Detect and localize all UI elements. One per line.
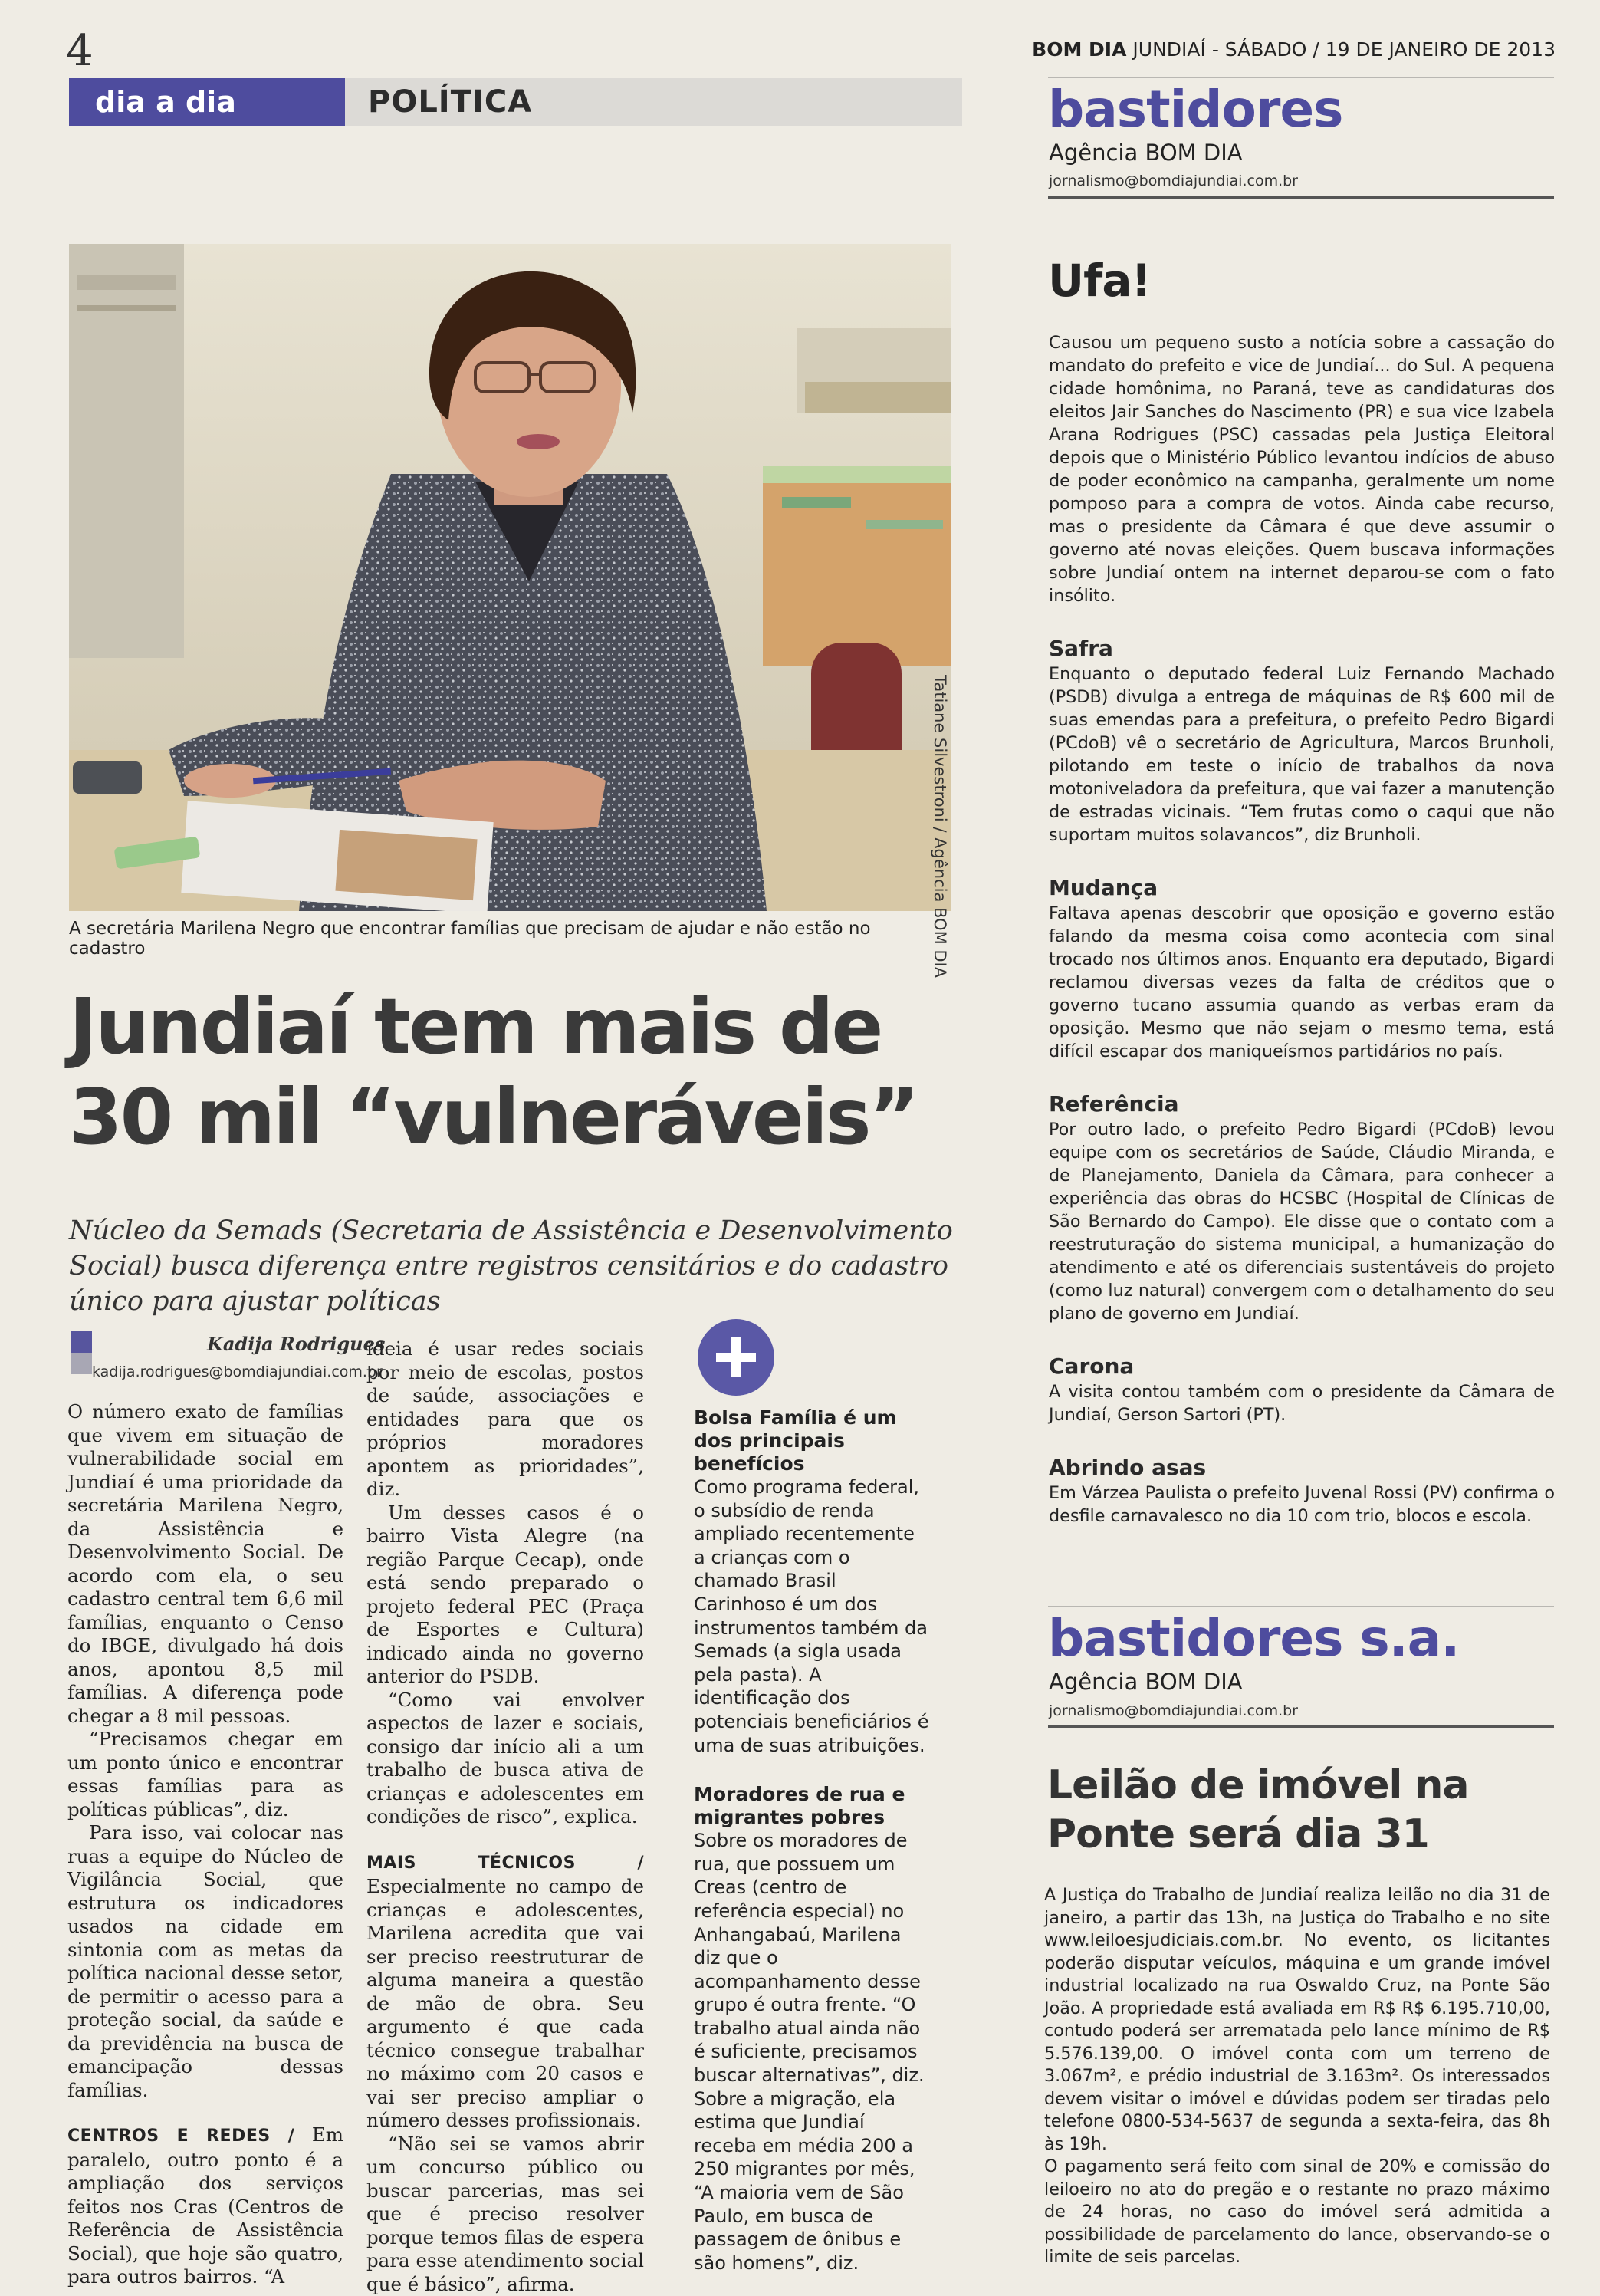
box-paragraph: Sobre os moradores de rua, que possuem um Creas (centro de referência especial) no Anhangabaú, Marilena diz que o acompanhamento desse grupo é outra frente. “O trabalho atual ainda não é suficiente, precisamos buscar alternativas”, diz. Sobre a migração, ela estima que Jundiaí receba em média 200 a 250 migrantes por mês, “A maioria vem de São Paulo, em busca de passagem de ônibus e são homens”, diz.	[694, 1829, 930, 2275]
column-agency: Agência BOM DIA	[1049, 140, 1243, 166]
paragraph	[67, 2123, 343, 2289]
paragraph: O número exato de famílias que vivem em situação de vulnerabilidade social em Jundiaí é uma prioridade da secretária Marilena Negro, da Assistência e Desenvolvimento Social. De acordo com ela, o seu cadastro central tem 6,6 mil famílias, enquanto o Censo do IBGE, divulgado há dois anos, apontou 8,5 mil famílias. A diferença pode chegar a 8 mil pessoas.	[67, 1400, 343, 1728]
paper-name: BOM DIA	[1032, 38, 1126, 61]
paragraph: “Precisamos chegar em um ponto único e encontrar essas famílias para as políticas públicas”, diz.	[67, 1728, 343, 1821]
article-headline	[69, 982, 974, 1163]
bastidores-notes	[1049, 331, 1555, 1555]
note-title: Safra	[1049, 635, 1555, 663]
article-photo	[69, 244, 951, 911]
subsection-label: CENTROS E REDES /	[67, 2127, 294, 2146]
column-email: jornalismo@bomdiajundiai.com.br	[1049, 1702, 1298, 1719]
sa-headline: Leilão de imóvel na Ponte será dia 31	[1047, 1761, 1553, 1859]
section-name: POLÍTICA	[368, 78, 532, 126]
article-column-1	[67, 1400, 343, 2289]
note-text: Em Várzea Paulista o prefeito Juvenal Rossi (PV) confirma o desfile carnavalesco no dia 10 com trio, blocos e escola.	[1049, 1482, 1555, 1528]
divider	[1048, 77, 1554, 78]
paragraph-text: Em paralelo, outro ponto é a ampliação dos serviços feitos nos Cras (Centros de Referência de Assistência Social), que hoje são quatro, para outros bairros. “A	[67, 2123, 343, 2288]
info-box	[694, 1406, 930, 2275]
section-tag: dia a dia	[69, 78, 345, 126]
note-text: Faltava apenas descobrir que oposição e governo estão falando da mesma coisa como acontecia com sinal trocado nos últimos anos. Enquanto era deputado, Bigardi reclamou diversas vezes da falta de créditos que o governo tucano assumia quando as verbas eram da oposição. Mesmo que não sejam o mesmo tema, está difícil escapar dos maniqueísmos partidários no país.	[1049, 902, 1555, 1063]
note-text: Enquanto o deputado federal Luiz Fernando Machado (PSDB) divulga a entrega de máquinas de R$ 600 mil de suas emendas para a prefeitura, o prefeito Pedro Bigardi (PCdoB) vê o secretário de Agricultura, Marcos Brunholi, pilotando em teste o início de trabalhos da nova motoniveladora da prefeitura, que vai fazer a manutenção de estradas vicinais. “Tem frutas como o caqui que não suportam muitos solavancos”, diz Brunholi.	[1049, 663, 1555, 847]
page-number: 4	[66, 26, 94, 76]
subsection-label: MAIS TÉCNICOS /	[366, 1854, 644, 1873]
column-title: bastidores s.a.	[1048, 1609, 1459, 1668]
paragraph-text: Especialmente no campo de crianças e adolescentes, Marilena acredita que vai ser preciso reestruturar de alguma maneira a questão de mão de obra. Seu argumento é que cada técnico consegue trabalhar no máximo com 20 casos e vai ser preciso ampliar o número desses profissionais.	[366, 1875, 644, 2131]
note-text: A visita contou também com o presidente da Câmara de Jundiaí, Gerson Sartori (PT).	[1049, 1380, 1555, 1426]
box-heading: Bolsa Família é um dos principais benefícios	[694, 1406, 930, 1475]
divider	[1048, 1725, 1554, 1728]
sa-paragraph: A Justiça do Trabalho de Jundiaí realiza leilão no dia 31 de janeiro, a partir das 13h, na Justiça do Trabalho e no site www.leiloesjudiciais.com.br. No evento, os licitantes poderão disputar veículos, máquina e um grande imóvel industrial localizado na rua Oswaldo Cruz, na Ponte São João. A propriedade está avaliada em R$ R$ 6.195.710,00, contudo poderá ser arrematada pelo lance mínimo de R$ 5.576.139,00. O imóvel conta com um terreno de 3.067m², e prédio industrial de 3.163m². Os interessados devem visitar o imóvel e dúvidas podem ser tiradas pelo telefone 0800-534-5637 de segunda a sexta-feira, das 8h às 19h.	[1044, 1884, 1550, 2156]
lead-note-title: Ufa!	[1048, 255, 1151, 307]
box-heading: Moradores de rua e migrantes pobres	[694, 1783, 930, 1829]
author-mark	[71, 1331, 92, 1374]
note-title: Abrindo asas	[1049, 1454, 1555, 1482]
column-title: bastidores	[1048, 80, 1342, 139]
headline-line-1: Jundiaí tem mais de	[69, 982, 974, 1072]
photo-caption: A secretária Marilena Negro que encontrar famílias que precisam de ajudar e não estão no cadastro	[69, 919, 951, 959]
author-name: Kadija Rodrigues	[207, 1333, 385, 1355]
paragraph: ideia é usar redes sociais por meio de escolas, postos de saúde, associações e entidades para que os próprios moradores apontem as prioridades”, diz.	[366, 1337, 644, 1502]
box-paragraph: Como programa federal, o subsídio de renda ampliado recentemente a crianças com o chamado Brasil Carinhoso é um dos instrumentos também da Semads (a sigla usada pela pasta). A identificação dos potenciais beneficiários é uma de suas atribuições.	[694, 1475, 930, 1757]
divider	[1048, 196, 1554, 199]
photo-illustration	[69, 244, 951, 911]
masthead	[1032, 38, 1556, 61]
paragraph: Para isso, vai colocar nas ruas a equipe do Núcleo de Vigilância Social, que estrutura os indicadores usados na cidade em sintonia com as metas da política nacional desse setor, de permitir o acesso para a proteção social, da saúde e da previdência na busca de emancipação dessas famílias.	[67, 1821, 343, 2102]
author-email: kadija.rodrigues@bomdiajundiai.com.br	[92, 1363, 383, 1380]
lead-note-text: Causou um pequeno susto a notícia sobre a cassação do mandato do prefeito e vice de Jundiaí... do Sul. A pequena cidade homônima, no Paraná, teve as candidaturas dos eleitos Jair Sanches do Nascimento (PR) e sua vice Izabela Arana Rodrigues (PSC) cassadas pela Justiça Eleitoral depois que o Ministério Público levantou indícios de abuso de poder econômico na campanha, geralmente um nome pomposo para a compra de votos. Ainda cabe recurso, mas o presidente da Câmara é que deve assumir o governo até novas eleições. Quem buscava informações sobre Jundiaí ontem na internet deparou-se com o fato insólito.	[1049, 331, 1555, 607]
sa-body	[1044, 1884, 1550, 2269]
column-agency: Agência BOM DIA	[1049, 1669, 1243, 1695]
article-subhead: Núcleo da Semads (Secretaria de Assistência e Desenvolvimento Social) busca diferença entre registros censitários e do cadastro único para ajustar políticas	[69, 1213, 974, 1319]
note-text: Por outro lado, o prefeito Pedro Bigardi (PCdoB) levou equipe com os secretários de Saúde, Cláudio Miranda, e de Planejamento, Daniela da Câmara, para conhecer a experiência das obras do HCSBC (Hospital de Clínicas de São Bernardo do Campo). Ele disse que o contato com a reestruturação do sistema municipal, a humanização do atendimento e até os diferenciais sustentáveis do projeto (como luz natural) convergem com o detalhamento do seu plano de governo em Jundiaí.	[1049, 1118, 1555, 1325]
photo-credit: Tatiane Silvestroni / Agência BOM DIA	[925, 675, 949, 928]
paragraph: Um desses casos é o bairro Vista Alegre (na região Parque Cecap), onde está sendo preparado o projeto federal PEC (Praça de Esportes e Cultura) indicado ainda no governo anterior do PSDB.	[366, 1502, 644, 1689]
paragraph	[366, 1850, 644, 2133]
paragraph: “Não sei se vamos abrir um concurso público ou buscar parcerias, mas sei que é preciso resolver porque temos filas de espera para esse atendimento social que é básico”, afirma.	[366, 2133, 644, 2296]
article-column-2	[366, 1337, 644, 2296]
note-title: Carona	[1049, 1353, 1555, 1380]
headline-line-2: 30 mil “vulneráveis”	[69, 1072, 974, 1163]
divider	[1048, 1606, 1554, 1607]
column-email: jornalismo@bomdiajundiai.com.br	[1049, 173, 1298, 189]
city-date: JUNDIAÍ - SÁBADO / 19 DE JANEIRO DE 2013	[1132, 38, 1556, 61]
note-title: Mudança	[1049, 874, 1555, 902]
sa-paragraph: O pagamento será feito com sinal de 20% e comissão do leiloeiro no ato do pregão e o restante no prazo máximo de 24 horas, no caso do imóvel será admitida a possibilidade de parcelamento do lance, observando-se o limite de seis parcelas.	[1044, 2156, 1550, 2269]
plus-circle-icon	[698, 1319, 774, 1396]
note-title: Referência	[1049, 1090, 1555, 1118]
paragraph: “Como vai envolver aspectos de lazer e sociais, consigo dar início ali a um trabalho de busca ativa de crianças e adolescentes em condições de risco”, explica.	[366, 1689, 644, 1829]
